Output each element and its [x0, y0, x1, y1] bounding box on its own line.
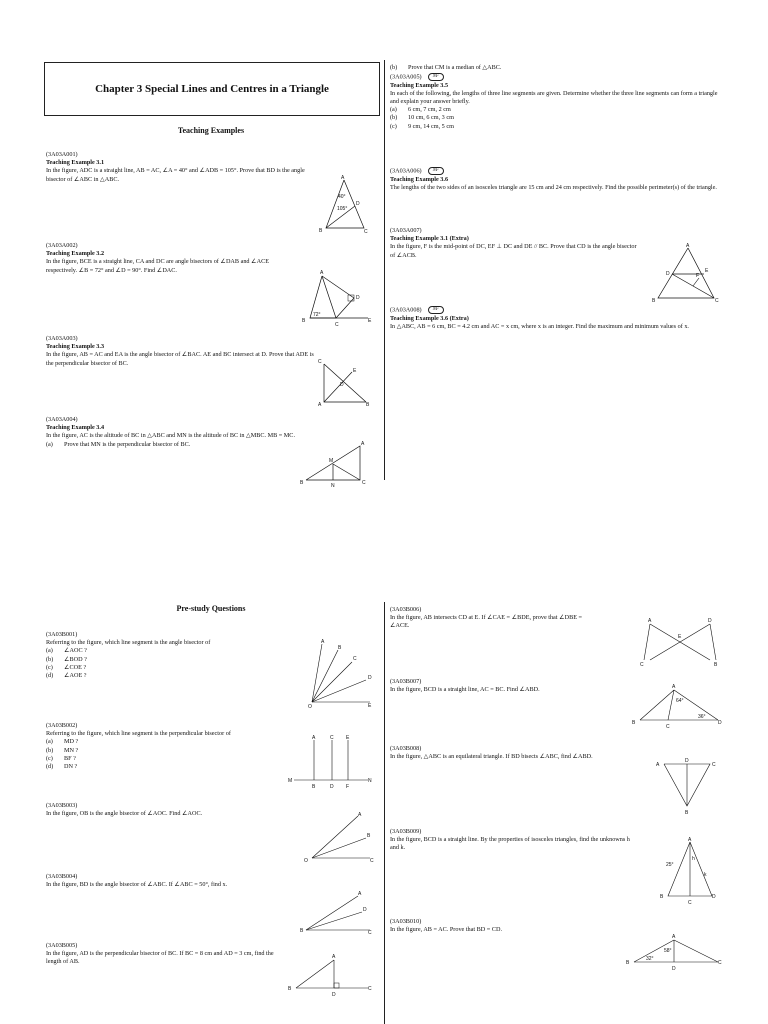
- question-code: (3A03B007): [390, 678, 422, 685]
- svg-text:B: B: [319, 228, 323, 234]
- question-option: [46, 441, 300, 449]
- svg-text:D: D: [718, 720, 722, 726]
- question-text: In the figure, AC is the altitude of BC in △ABC and MN is the altitude of BC in △MBC. MB = MC.: [46, 432, 295, 440]
- svg-text:E: E: [368, 318, 372, 324]
- question-text: Referring to the figure, which line segment is the angle bisector of: [46, 639, 211, 647]
- question-text: In the figure, BCD is a straight line, AC = BC. Find ∠ABD.: [390, 686, 540, 694]
- svg-text:N: N: [331, 483, 335, 489]
- svg-text:C: C: [370, 858, 374, 864]
- question-option: (b) 10 cm, 6 cm, 3 cm: [390, 114, 454, 122]
- prestudy-heading: Pre-study Questions: [176, 604, 246, 613]
- question-3a03a002: [46, 242, 301, 275]
- svg-text:40°: 40°: [338, 194, 346, 200]
- svg-text:A: A: [318, 402, 322, 408]
- svg-text:C: C: [712, 762, 716, 768]
- svg-text:105°: 105°: [337, 206, 348, 212]
- svg-text:A: A: [672, 684, 676, 690]
- svg-text:F: F: [346, 784, 350, 790]
- question-3a03b008: [390, 745, 640, 761]
- question-code: (3A03A007): [390, 227, 422, 234]
- svg-text:B: B: [632, 720, 636, 726]
- svg-text:D: D: [685, 758, 689, 764]
- question-title: Teaching Example 3.1: [46, 159, 105, 167]
- svg-text:A: A: [358, 891, 362, 897]
- svg-text:E: E: [678, 634, 682, 640]
- question-text: In the figure, AB = AC and EA is the angle bisector of ∠BAC. AE and BC intersect at D. Prove that ADE is the perpendicular bisector of BC.: [46, 351, 314, 367]
- question-3a03b009: [390, 828, 640, 853]
- svg-text:M: M: [288, 778, 293, 784]
- svg-text:64°: 64°: [676, 698, 684, 704]
- svg-text:58°: 58°: [664, 948, 672, 954]
- svg-text:D: D: [356, 295, 360, 301]
- nf-badge: NF: [428, 306, 444, 314]
- question-code: (3A03B002): [46, 722, 78, 729]
- figure-b003: [304, 812, 376, 864]
- question-title: Teaching Example 3.2: [46, 250, 105, 258]
- question-3a03b001: [46, 631, 296, 680]
- option-text: Prove that MN is the perpendicular bisector of BC.: [64, 440, 191, 448]
- question-3a03a008: [390, 306, 720, 331]
- svg-text:72°: 72°: [313, 312, 321, 318]
- svg-text:C: C: [368, 986, 372, 992]
- svg-text:D: D: [672, 966, 676, 972]
- question-text: In the figure, BCE is a straight line, CA and DC are angle bisectors of ∠DAB and ∠ACE respectively. ∠B = 72° and ∠D = 90°. Find ∠DAC.: [46, 258, 269, 274]
- figure-b006: [640, 616, 720, 666]
- question-code: (3A03B008): [390, 745, 422, 752]
- question-text: In the figure, AD is the perpendicular bisector of BC. If BC = 8 cm and AD = 3 cm, find the length of AB.: [46, 950, 274, 966]
- figure-b005: [288, 950, 374, 996]
- question-3a03a004-continued: [390, 64, 730, 72]
- question-option: (b) MN ?: [46, 746, 79, 754]
- question-option: (b) ∠BOD ?: [46, 655, 87, 663]
- svg-text:B: B: [626, 960, 630, 966]
- question-3a03a006: [390, 167, 720, 192]
- question-text: In each of the following, the lengths of three line segments are given. Determine whether the three line segments can form a triangle and explain your answer briefly.: [390, 89, 718, 106]
- figure-b001: [306, 640, 376, 708]
- figure-b008: [656, 758, 718, 818]
- svg-text:A: A: [672, 934, 676, 940]
- svg-text:36°: 36°: [698, 714, 706, 720]
- svg-text:E: E: [346, 735, 350, 741]
- figure-b007: [632, 684, 726, 728]
- svg-text:A: A: [688, 837, 692, 843]
- figure-te32: [302, 268, 374, 328]
- question-code: (3A03A006) NF: [390, 167, 720, 176]
- question-text: In the figure, BD is the angle bisector of ∠ABC. If ∠ABC = 50°, find x.: [46, 881, 228, 889]
- svg-text:A: A: [320, 270, 324, 276]
- svg-text:N: N: [368, 778, 372, 784]
- svg-text:C: C: [715, 298, 719, 304]
- question-title: Teaching Example 3.6 (Extra): [390, 314, 469, 322]
- question-3a03b005: [46, 942, 278, 967]
- teaching-heading: Teaching Examples: [177, 126, 245, 135]
- question-text: Referring to the figure, which line segment is the perpendicular bisector of: [46, 730, 231, 738]
- question-text: In the figure, △ABC is an equilateral triangle. If BD bisects ∠ABC, find ∠ABD.: [390, 753, 593, 761]
- question-option: (d) DN ?: [46, 763, 78, 771]
- svg-text:32°: 32°: [646, 956, 654, 962]
- question-text: In the figure, ADC is a straight line, AB = AC, ∠A = 40° and ∠ADB = 105°. Prove that BD is the angle bisector of ∠ABC in △ABC.: [46, 167, 305, 183]
- svg-text:M: M: [329, 458, 334, 464]
- question-code: (3A03B001): [46, 631, 78, 638]
- question-option: (d) ∠AOE ?: [46, 672, 87, 680]
- question-option: (c) BF ?: [46, 754, 76, 762]
- question-3a03b003: [46, 802, 296, 818]
- question-code: (3A03A004): [46, 416, 78, 423]
- question-code: (3A03A002): [46, 242, 78, 249]
- svg-text:A: A: [656, 762, 660, 768]
- svg-text:A: A: [341, 175, 345, 181]
- svg-text:D: D: [666, 271, 670, 277]
- nf-badge: NF: [428, 73, 444, 81]
- svg-text:O: O: [308, 704, 312, 710]
- question-option: [390, 64, 730, 72]
- question-text: In the figure, F is the mid-point of DC, EF ⊥ DC and DE // BC. Prove that CD is the angle bisector of ∠ACB.: [390, 243, 637, 259]
- svg-text:B: B: [685, 810, 689, 816]
- question-3a03a007: [390, 227, 642, 260]
- svg-text:A: A: [358, 812, 362, 818]
- svg-text:B: B: [288, 986, 292, 992]
- svg-text:D: D: [712, 894, 716, 900]
- svg-text:D: D: [363, 907, 367, 913]
- svg-text:C: C: [362, 480, 366, 486]
- question-title: Teaching Example 3.6: [390, 175, 449, 183]
- question-code: (3A03B006): [390, 606, 422, 613]
- svg-text:B: B: [300, 928, 304, 934]
- question-text: The lengths of the two sides of an isosceles triangle are 15 cm and 24 cm respectively. Find the possible perimeter(s) of the triangle.: [390, 183, 717, 191]
- chapter-title: Chapter 3 Special Lines and Centres in a Triangle: [44, 62, 380, 116]
- figure-te31: [318, 176, 372, 236]
- question-code: (3A03A003): [46, 335, 78, 342]
- svg-text:B: B: [366, 402, 370, 408]
- svg-text:B: B: [300, 480, 304, 486]
- svg-text:B: B: [338, 645, 342, 651]
- figure-b002: [288, 734, 376, 790]
- figure-b009: [660, 836, 726, 906]
- svg-text:C: C: [688, 900, 692, 906]
- svg-text:h: h: [692, 856, 695, 862]
- question-code: (3A03A005) NF: [390, 73, 720, 82]
- figure-te34: [300, 440, 376, 489]
- question-title: Teaching Example 3.4: [46, 424, 105, 432]
- svg-text:E: E: [353, 368, 357, 374]
- svg-text:B: B: [660, 894, 664, 900]
- svg-text:F: F: [696, 273, 700, 279]
- svg-text:B: B: [714, 662, 718, 668]
- svg-text:E: E: [705, 268, 709, 274]
- svg-text:D: D: [368, 675, 372, 681]
- question-option: (a) ∠AOC ?: [46, 647, 87, 655]
- svg-text:E: E: [368, 703, 372, 709]
- question-code: (3A03B009): [390, 828, 422, 835]
- question-text: In the figure, BCD is a straight line. By the properties of isosceles triangles, find the unknowns h and k.: [390, 836, 630, 852]
- option-text: Prove that CM is a median of △ABC.: [408, 64, 502, 71]
- svg-text:O: O: [304, 858, 308, 864]
- svg-text:A: A: [361, 441, 365, 447]
- question-code: (3A03B010): [390, 918, 422, 925]
- question-text: In the figure, OB is the angle bisector of ∠AOC. Find ∠AOC.: [46, 810, 203, 818]
- question-3a03b002: [46, 722, 296, 771]
- svg-text:C: C: [353, 656, 357, 662]
- svg-text:D: D: [708, 618, 712, 624]
- svg-text:C: C: [368, 930, 372, 936]
- svg-text:C: C: [335, 322, 339, 328]
- svg-text:B: B: [652, 298, 656, 304]
- figure-b004: [300, 890, 376, 936]
- option-label: (a): [46, 440, 53, 448]
- svg-text:D: D: [330, 784, 334, 790]
- question-code: (3A03B005): [46, 942, 78, 949]
- nf-badge: NF: [428, 167, 444, 175]
- svg-text:D: D: [332, 992, 336, 998]
- svg-text:A: A: [312, 735, 316, 741]
- question-title: Teaching Example 3.5: [390, 81, 449, 89]
- svg-text:A: A: [648, 618, 652, 624]
- column-divider-bottom: [384, 602, 385, 1024]
- question-option: (c) 9 cm, 14 cm, 5 cm: [390, 122, 454, 130]
- svg-text:B: B: [312, 784, 316, 790]
- column-divider-top: [384, 60, 385, 480]
- question-text: In the figure, AB = AC. Prove that BD = CD.: [390, 926, 502, 934]
- question-option: (a) 6 cm, 7 cm, 2 cm: [390, 106, 451, 114]
- question-3a03a005: [390, 73, 720, 131]
- svg-text:B: B: [302, 318, 306, 324]
- figure-b010: [626, 932, 726, 974]
- question-3a03b010: [390, 918, 610, 934]
- svg-text:C: C: [330, 735, 334, 741]
- svg-text:C: C: [666, 724, 670, 730]
- question-option: (c) ∠COE ?: [46, 663, 87, 671]
- question-3a03a004: [46, 416, 300, 449]
- option-label: (b): [390, 64, 398, 71]
- question-3a03b006: [390, 606, 602, 631]
- svg-text:C: C: [364, 229, 368, 235]
- svg-text:A: A: [321, 639, 325, 645]
- question-title: Teaching Example 3.3: [46, 343, 105, 351]
- svg-text:D: D: [356, 201, 360, 207]
- question-3a03a003: [46, 335, 314, 368]
- svg-text:C: C: [718, 960, 722, 966]
- svg-text:D: D: [340, 382, 344, 388]
- svg-text:C: C: [640, 662, 644, 668]
- figure-te31-extra: [652, 244, 722, 304]
- question-code: (3A03B004): [46, 873, 78, 880]
- question-code: (3A03A008) NF: [390, 306, 720, 315]
- svg-text:B: B: [367, 833, 371, 839]
- question-3a03b007: [390, 678, 630, 694]
- svg-text:25°: 25°: [666, 862, 674, 868]
- question-code: (3A03B003): [46, 802, 78, 809]
- svg-text:k: k: [704, 872, 707, 878]
- figure-te33: [318, 358, 376, 408]
- svg-text:C: C: [318, 359, 322, 365]
- question-3a03b004: [46, 873, 296, 889]
- question-option: (a) MD ?: [46, 738, 79, 746]
- question-title: Teaching Example 3.1 (Extra): [390, 235, 469, 243]
- svg-text:A: A: [686, 243, 690, 249]
- question-text: In the figure, AB intersects CD at E. If ∠CAE = ∠BDE, prove that ∠DBE = ∠ACE.: [390, 614, 583, 630]
- question-code: (3A03A001): [46, 151, 78, 158]
- svg-text:A: A: [332, 954, 336, 960]
- question-3a03a001: [46, 151, 308, 184]
- question-text: In △ABC, AB = 6 cm, BC = 4.2 cm and AC = x cm, where x is an integer. Find the maximum and minimum values of x.: [390, 322, 689, 330]
